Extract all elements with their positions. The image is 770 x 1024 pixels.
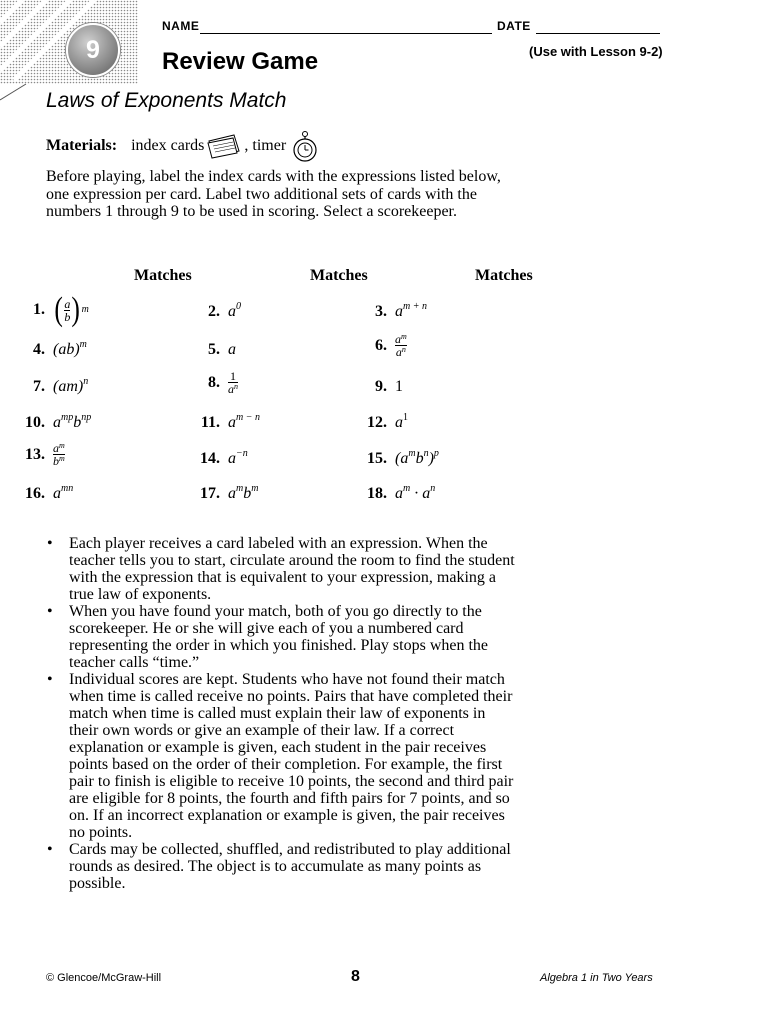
match-item-5: 5. a bbox=[208, 341, 236, 358]
match-item-9: 9. 1 bbox=[375, 378, 403, 395]
date-label: DATE bbox=[497, 19, 531, 33]
rule-item: • When you have found your match, both of you go directly to the scorekeeper. He or she will give each of you a numbered card representing the order in which you finished. Play stops when the teacher calls “time.” bbox=[46, 603, 516, 671]
lesson-note: (Use with Lesson 9-2) bbox=[529, 44, 663, 59]
intro-paragraph: Before playing, label the index cards with the expressions listed below, one expression per card. Label two additional sets of cards with the numbers 1 through 9 to be used in scoring. Select a scorekeeper. bbox=[46, 168, 501, 220]
match-item-1: 1. ( $\frac{a}{b}$ ) m bbox=[33, 291, 89, 328]
materials-line bbox=[46, 130, 320, 162]
expression: $a^mb^m$ bbox=[228, 483, 259, 502]
name-blank[interactable] bbox=[200, 33, 492, 34]
page-title: Review Game bbox=[162, 48, 319, 75]
column-header-1: Matches bbox=[134, 267, 192, 284]
expression: $a^m \cdot a^n$ bbox=[395, 483, 436, 502]
match-item-16: 16. $a^{mn}$ bbox=[25, 483, 74, 502]
name-label: NAME bbox=[162, 19, 200, 33]
column-header-2: Matches bbox=[310, 267, 368, 284]
date-blank[interactable] bbox=[536, 33, 660, 34]
timer-icon bbox=[292, 130, 318, 162]
chapter-number: 9 bbox=[86, 35, 100, 64]
materials-index-cards: index cards bbox=[131, 137, 205, 154]
expression: $a^{mn}$ bbox=[53, 483, 74, 502]
rules-list bbox=[46, 535, 516, 892]
expression: $\frac{1}{a^n}$ bbox=[228, 369, 238, 396]
expression: $a^{m + n}$ bbox=[395, 301, 427, 320]
match-item-18: 18. $a^m \cdot a^n$ bbox=[367, 483, 436, 502]
rule-item: • Cards may be collected, shuffled, and redistributed to play additional rounds as desired. The object is to accumulate as many points as possible. bbox=[46, 841, 516, 892]
match-item-8: 8. $\frac{1}{a^n}$ bbox=[208, 369, 238, 396]
match-item-3: 3. $a^{m + n}$ bbox=[375, 301, 427, 320]
expression: $a^{-n}$ bbox=[228, 448, 248, 467]
match-item-10: 10. $a^{mp}b^{np}$ bbox=[25, 412, 92, 431]
expression: a bbox=[228, 341, 236, 358]
match-item-13: 13. $\frac{a^m}{b^m}$ bbox=[25, 441, 65, 468]
expression: $a^0$ bbox=[228, 301, 241, 320]
match-item-6: 6. $\frac{a^m}{a^n}$ bbox=[375, 332, 407, 359]
expression: 1 bbox=[395, 378, 403, 395]
column-header-3: Matches bbox=[475, 267, 533, 284]
expression: $a^1$ bbox=[395, 412, 408, 431]
page-number: 8 bbox=[351, 968, 360, 985]
expression: (ab)$^m$ bbox=[53, 339, 87, 358]
expression: ( $\frac{a}{b}$ ) m bbox=[54, 291, 89, 328]
expression: $\frac{a^m}{b^m}$ bbox=[53, 441, 65, 468]
footer-book-title: Algebra 1 in Two Years bbox=[540, 972, 653, 984]
materials-timer-text: , timer bbox=[244, 137, 287, 154]
footer-copyright: © Glencoe/McGraw-Hill bbox=[46, 972, 162, 984]
expression: $a^{m - n}$ bbox=[228, 412, 260, 431]
match-item-4: 4. (ab)$^m$ bbox=[33, 339, 87, 358]
match-item-17: 17. $a^mb^m$ bbox=[200, 483, 259, 502]
expression: (am)$^n$ bbox=[53, 376, 89, 395]
rule-item: • Each player receives a card labeled with an expression. When the teacher tells you to start, circulate around the room to find the student with the expression that is equivalent to your expression, making a true law of exponents. bbox=[46, 535, 516, 603]
index-cards-icon bbox=[206, 133, 242, 159]
activity-title: Laws of Exponents Match bbox=[46, 89, 287, 112]
match-item-14: 14. $a^{-n}$ bbox=[200, 448, 248, 467]
match-item-12: 12. $a^1$ bbox=[367, 412, 408, 431]
match-item-7: 7. (am)$^n$ bbox=[33, 376, 89, 395]
expression: $\frac{a^m}{a^n}$ bbox=[395, 332, 407, 359]
expression: $a^{mp}b^{np}$ bbox=[53, 412, 92, 431]
chapter-badge bbox=[66, 23, 120, 77]
expression: $(a^mb^n)^p$ bbox=[395, 448, 439, 467]
match-item-15: 15. $(a^mb^n)^p$ bbox=[367, 448, 439, 467]
materials-label: Materials: bbox=[46, 137, 118, 154]
rule-item: • Individual scores are kept. Students who have not found their match when time is called receive no points. Pairs that have completed their match when time is called must explain their law of exponents in their own words or give an example of their law. If a correct explanation or example is given, each student in the pair receives points based on the order of their completion. For example, the first pair to finish is eligible to receive 10 points, the second and third pair are eligible for 8 points, the fourth and fifth pairs for 7 points, and so on. If an incorrect explanation or example is given, the pair receives no points. bbox=[46, 671, 516, 841]
match-item-2: 2. $a^0$ bbox=[208, 301, 241, 320]
match-item-11: 11. $a^{m - n}$ bbox=[200, 412, 260, 431]
